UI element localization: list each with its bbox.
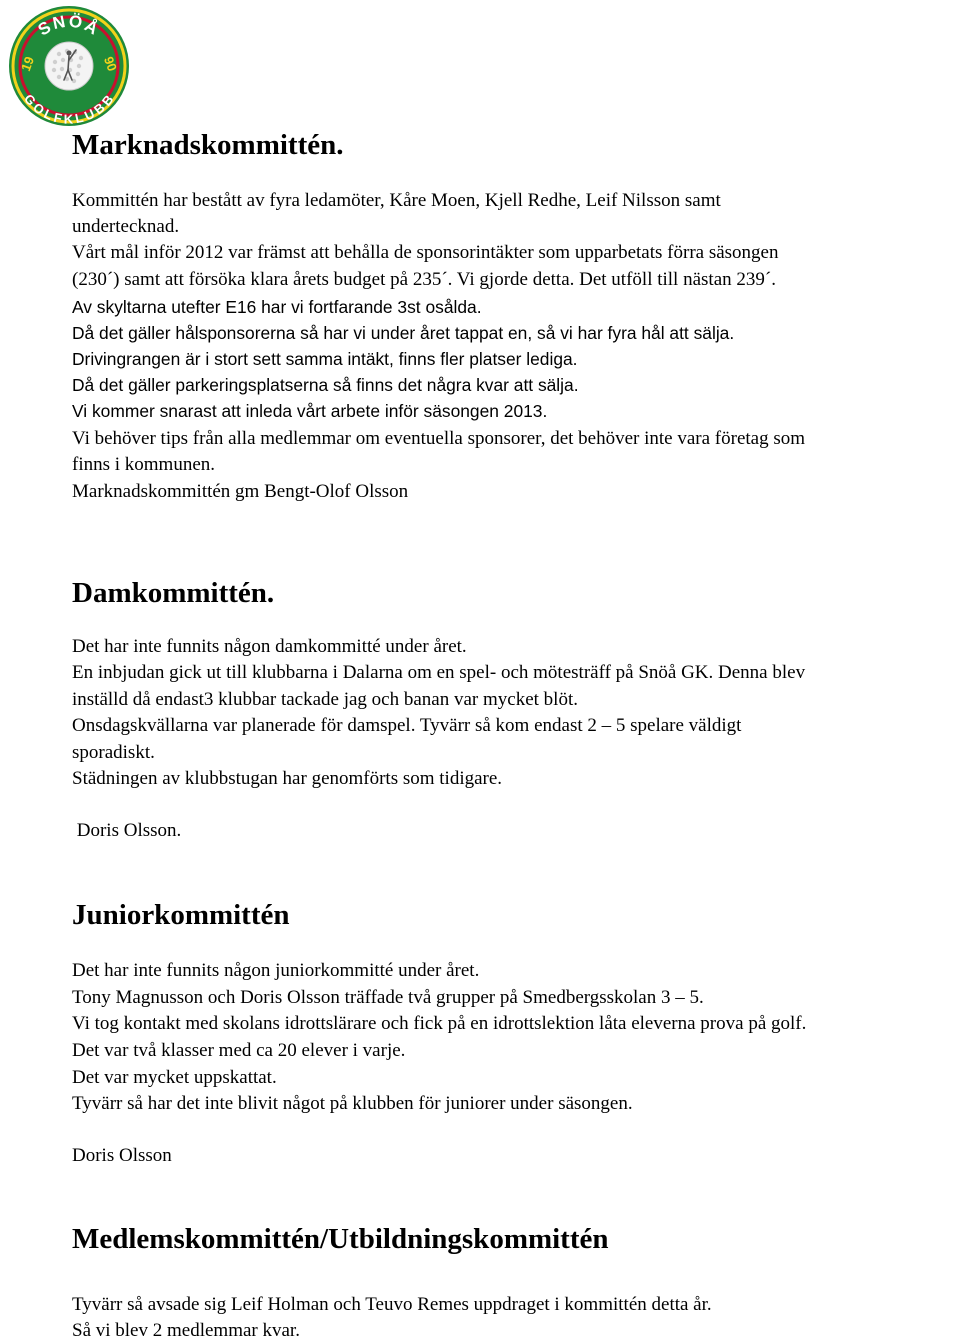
text-line: finns i kommunen. [72,454,216,475]
section-title-dam: Damkommittén. [72,577,275,609]
section-title-marknad: Marknadskommittén. [72,129,344,161]
logo-year-left: 19 [18,54,38,74]
text-line: Tyvärr så avsade sig Leif Holman och Teuvo Remes uppdraget i kommittén detta år. [72,1294,712,1315]
text-line: Det var mycket uppskattat. [72,1067,277,1088]
text-line: (230´) samt att försöka klara årets budget på 235´. Vi gjorde detta. Det utföll till nästan 239´. [72,269,776,290]
text-line: Det har inte funnits någon juniorkommitté under året. [72,960,480,981]
signature-line: Doris Olsson. [72,820,182,841]
section-title-medlem: Medlemskommittén/Utbildningskommittén [72,1223,609,1255]
text-line: Så vi blev 2 medlemmar kvar. [72,1320,300,1341]
signature-line: Marknadskommittén gm Bengt-Olof Olsson [72,481,409,502]
text-line: Då det gäller parkeringsplatserna så finns det några kvar att sälja. [72,375,579,395]
signature-line: Doris Olsson [72,1145,172,1166]
logo-year-right: 90 [100,54,120,74]
text-line: Vårt mål inför 2012 var främst att behålla de sponsorintäkter som upparbetats förra säsongen [72,242,779,263]
text-line: Tyvärr så har det inte blivit något på klubben för juniorer under säsongen. [72,1093,633,1114]
logo-top-text: SNÖÅ [34,11,104,40]
text-line: inställd då endast3 klubbar tackade jag och banan var mycket blöt. [72,689,578,710]
text-line: Onsdagskvällarna var planerade för damspel. Tyvärr så kom endast 2 – 5 spelare väldigt [72,715,742,736]
text-line: Då det gäller hålsponsorerna så har vi under året tappat en, så vi har fyra hål att sälja. [72,323,735,343]
text-line: En inbjudan gick ut till klubbarna i Dalarna om en spel- och mötesträff på Snöå GK. Denna blev [72,662,806,683]
text-line: Det har inte funnits någon damkommitté under året. [72,636,467,657]
text-line: Vi kommer snarast att inleda vårt arbete inför säsongen 2013. [72,401,548,421]
text-line: Vi tog kontakt med skolans idrottslärare och fick på en idrottslektion låta eleverna prova på golf. [72,1013,807,1034]
text-line: undertecknad. [72,216,180,237]
text-line: Kommittén har bestått av fyra ledamöter, Kåre Moen, Kjell Redhe, Leif Nilsson samt [72,190,721,211]
text-line: Städningen av klubbstugan har genomförts som tidigare. [72,768,503,789]
logo-bottom-text: GOLFKLUBB [21,91,117,127]
club-logo [6,4,132,128]
text-line: sporadiskt. [72,742,155,763]
text-line: Av skyltarna utefter E16 har vi fortfarande 3st osålda. [72,297,482,317]
text-line: Det var två klasser med ca 20 elever i varje. [72,1040,406,1061]
section-title-junior: Juniorkommittén [72,899,290,931]
text-line: Tony Magnusson och Doris Olsson träffade två grupper på Smedbergsskolan 3 – 5. [72,987,704,1008]
text-line: Drivingrangen är i stort sett samma intäkt, finns fler platser lediga. [72,349,578,369]
text-line: Vi behöver tips från alla medlemmar om eventuella sponsorer, det behöver inte vara företag som [72,428,806,449]
